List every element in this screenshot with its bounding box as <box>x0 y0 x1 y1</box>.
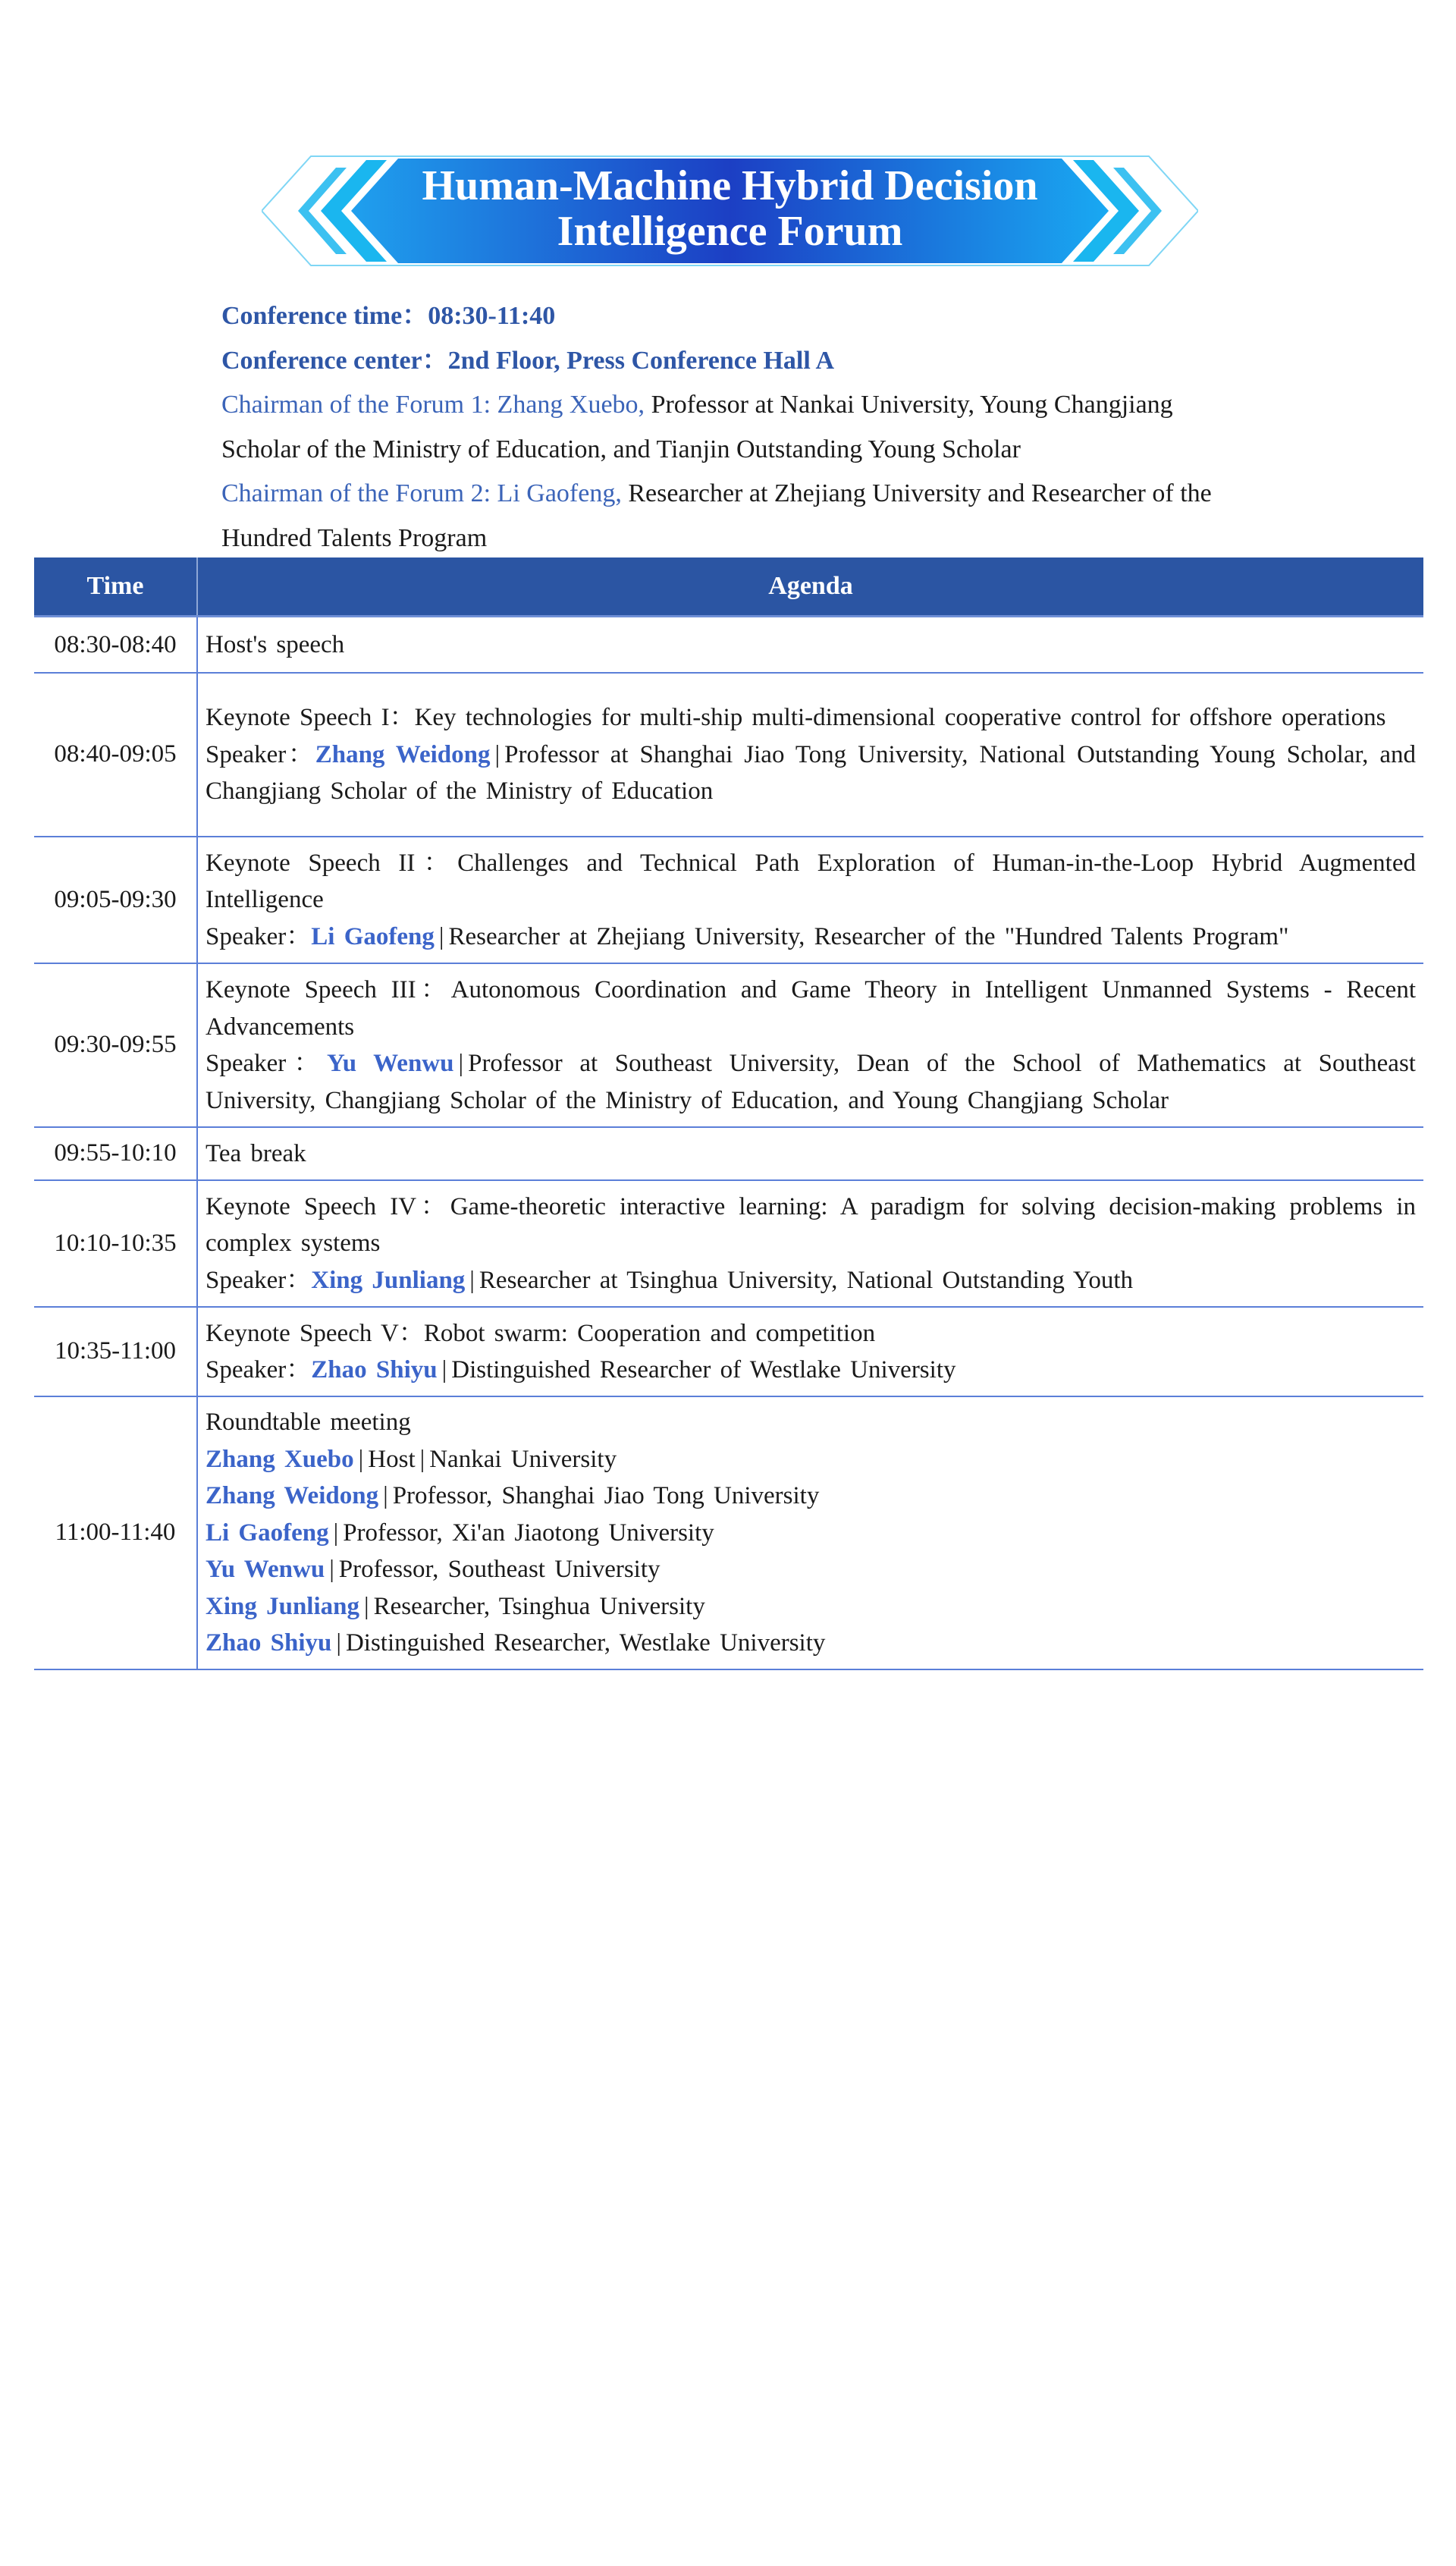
chairman-1-desc-b: Scholar of the Ministry of Education, and Tianjin Outstanding Young Scholar <box>221 435 1021 463</box>
row-agenda <box>197 1127 1423 1180</box>
speaker-name: Yu Wenwu <box>326 1050 454 1077</box>
speaker-name: Zhao Shiyu <box>311 1356 438 1384</box>
speaker-prefix: Speaker： <box>206 922 312 950</box>
chairman-2-desc-a: Researcher at Zhejiang University and Researcher of the <box>628 479 1212 507</box>
separator: | <box>494 740 500 768</box>
speaker-desc: Professor at Southeast University, Dean of the School of Mathematics at Southeast University, Changjiang Scholar of the Ministry of Education, and Young Changjiang Scholar <box>206 1050 1416 1114</box>
agenda-speaker-line <box>206 1045 1416 1119</box>
speaker-desc: Researcher at Zhejiang University, Researcher of the "Hundred Talents Program" <box>448 922 1289 950</box>
table-row <box>34 617 1423 673</box>
forum-title <box>262 163 1198 254</box>
separator: | <box>329 1556 334 1584</box>
header-time: Time <box>34 557 197 617</box>
forum-banner <box>262 154 1198 268</box>
separator: | <box>469 1266 475 1294</box>
conference-info <box>221 294 1238 561</box>
conference-center <box>221 339 1238 384</box>
roundtable-member <box>206 1551 1416 1588</box>
chairman-2 <box>221 472 1238 517</box>
agenda-speaker-line <box>206 1262 1416 1299</box>
speaker-desc: Professor at Shanghai Jiao Tong University, National Outstanding Young Scholar, and Changjiang Scholar of the Ministry of Education <box>206 740 1417 806</box>
table-row <box>34 1307 1423 1396</box>
chairman-2-cont <box>221 517 1238 561</box>
row-agenda <box>197 673 1423 837</box>
table-row <box>34 1127 1423 1180</box>
row-agenda <box>197 1307 1423 1396</box>
agenda-title: Keynote Speech V：Robot swarm: Cooperation and competition <box>206 1319 876 1347</box>
row-agenda <box>197 1180 1423 1307</box>
agenda-speaker-line <box>206 737 1416 810</box>
conference-time-value: 08:30-11:40 <box>428 302 556 330</box>
member-name: Li Gaofeng <box>206 1519 329 1547</box>
conference-center-value: 2nd Floor, Press Conference Hall A <box>447 346 834 375</box>
member-role: Researcher, Tsinghua University <box>373 1592 705 1620</box>
chairman-1-label: Chairman of the Forum 1: Zhang Xuebo, <box>221 391 645 419</box>
agenda-title: Keynote Speech II：Challenges and Technical Path Exploration of Human-in-the-Loop Hybrid Augmented Intelligence <box>206 849 1416 914</box>
speaker-prefix: Speaker： <box>206 1050 327 1077</box>
speaker-desc: Researcher at Tsinghua University, National Outstanding Youth <box>479 1266 1134 1294</box>
chairman-1-desc-a: Professor at Nankai University, Young Changjiang <box>651 391 1173 419</box>
row-time: 10:35-11:00 <box>34 1307 197 1396</box>
agenda-speaker-line <box>206 919 1416 956</box>
member-name: Yu Wenwu <box>206 1556 325 1584</box>
roundtable-member <box>206 1625 1416 1662</box>
separator: | <box>441 1356 447 1384</box>
separator: | <box>458 1050 464 1077</box>
member-org: Nankai University <box>429 1445 617 1473</box>
separator: | <box>333 1519 339 1547</box>
row-agenda <box>197 837 1423 963</box>
roundtable-member <box>206 1478 1416 1515</box>
header-agenda: Agenda <box>197 557 1423 617</box>
chairman-2-label: Chairman of the Forum 2: Li Gaofeng, <box>221 479 622 507</box>
chairman-1 <box>221 383 1238 428</box>
member-role: Host <box>368 1445 416 1473</box>
roundtable-title: Roundtable meeting <box>206 1409 411 1437</box>
row-time: 08:40-09:05 <box>34 673 197 837</box>
speaker-name: Li Gaofeng <box>311 922 435 950</box>
speaker-prefix: Speaker： <box>206 1266 312 1294</box>
member-role: Distinguished Researcher, Westlake University <box>345 1629 826 1657</box>
member-name: Zhang Xuebo <box>206 1445 354 1473</box>
agenda-table <box>34 557 1423 1670</box>
conference-center-label: Conference center： <box>221 346 448 375</box>
speaker-prefix: Speaker： <box>206 1356 312 1384</box>
separator: | <box>438 922 444 950</box>
conference-time <box>221 294 1238 339</box>
agenda-title: Keynote Speech I：Key technologies for multi-ship multi-dimensional cooperative control for offshore operations <box>206 704 1386 732</box>
roundtable-member <box>206 1441 1416 1478</box>
chairman-2-desc-b: Hundred Talents Program <box>221 523 488 552</box>
separator: | <box>358 1445 364 1473</box>
table-header-row <box>34 557 1423 617</box>
row-agenda <box>197 617 1423 673</box>
row-time: 08:30-08:40 <box>34 617 197 673</box>
separator: | <box>383 1482 388 1510</box>
separator: | <box>336 1629 341 1657</box>
table-row-roundtable <box>34 1396 1423 1669</box>
table-row <box>34 837 1423 963</box>
row-time: 11:00-11:40 <box>34 1396 197 1669</box>
forum-title-line1: Human-Machine Hybrid Decision <box>422 162 1038 209</box>
speaker-name: Xing Junliang <box>311 1266 466 1294</box>
agenda-title: Tea break <box>206 1139 306 1167</box>
row-time: 10:10-10:35 <box>34 1180 197 1307</box>
member-role: Professor, Xi'an Jiaotong University <box>343 1519 714 1547</box>
speaker-prefix: Speaker： <box>206 740 315 768</box>
roundtable-member <box>206 1515 1416 1552</box>
agenda-title: Keynote Speech IV：Game-theoretic interactive learning: A paradigm for solving decision-making problems in complex systems <box>206 1192 1416 1258</box>
speaker-name: Zhang Weidong <box>315 740 491 768</box>
agenda-title: Keynote Speech III：Autonomous Coordination and Game Theory in Intelligent Unmanned Systems - Recent Advancements <box>206 976 1416 1041</box>
agenda-title: Host's speech <box>206 631 345 658</box>
table-row <box>34 963 1423 1127</box>
member-name: Zhang Weidong <box>206 1482 379 1510</box>
table-row <box>34 673 1423 837</box>
separator: | <box>419 1445 425 1473</box>
table-row <box>34 1180 1423 1307</box>
speaker-desc: Distinguished Researcher of Westlake University <box>451 1356 956 1384</box>
conference-time-label: Conference time： <box>221 302 428 330</box>
row-time: 09:05-09:30 <box>34 837 197 963</box>
row-time: 09:30-09:55 <box>34 963 197 1127</box>
member-name: Xing Junliang <box>206 1592 359 1620</box>
member-role: Professor, Southeast University <box>338 1556 661 1584</box>
chairman-1-cont <box>221 428 1238 473</box>
row-time: 09:55-10:10 <box>34 1127 197 1180</box>
roundtable-member <box>206 1588 1416 1625</box>
forum-title-line2: Intelligence Forum <box>557 208 903 255</box>
member-name: Zhao Shiyu <box>206 1629 332 1657</box>
separator: | <box>364 1592 369 1620</box>
row-agenda <box>197 1396 1423 1669</box>
row-agenda <box>197 963 1423 1127</box>
member-role: Professor, Shanghai Jiao Tong University <box>392 1482 820 1510</box>
agenda-speaker-line <box>206 1352 1416 1389</box>
